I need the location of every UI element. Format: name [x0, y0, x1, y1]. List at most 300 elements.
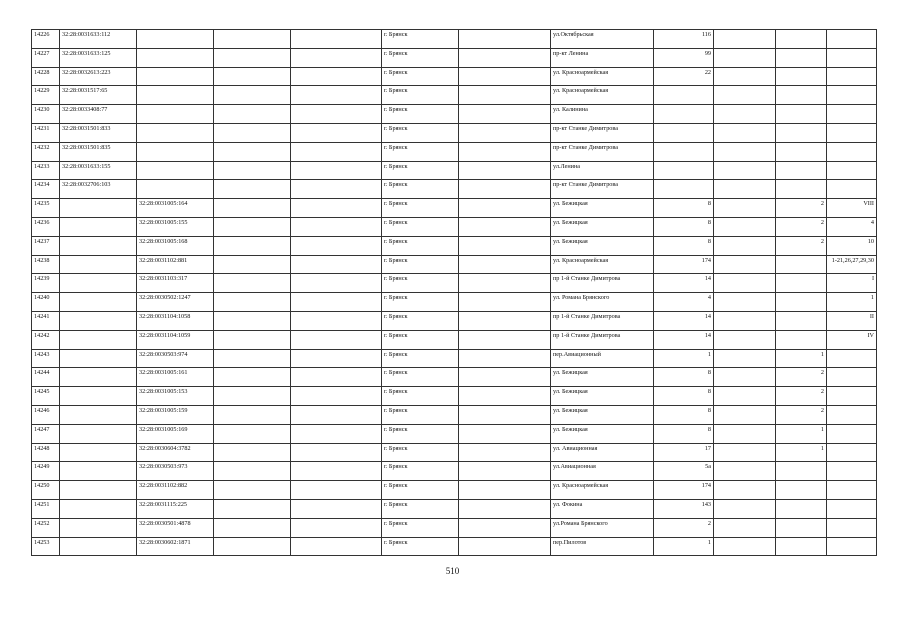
cell-empty — [714, 481, 776, 500]
cell-floor — [776, 274, 827, 293]
cell-empty — [291, 293, 382, 312]
cell-floor: 2 — [776, 368, 827, 387]
registry-table — [31, 29, 877, 556]
cell-premises-number: IV — [827, 330, 877, 349]
cell-house-number: 4 — [654, 293, 714, 312]
cell-empty — [459, 537, 551, 556]
cell-empty — [459, 105, 551, 124]
cell-premises-number — [827, 387, 877, 406]
cell-empty — [214, 537, 291, 556]
cell-city: г. Брянск — [382, 236, 459, 255]
cell-house-number — [654, 123, 714, 142]
cell-cadastral-number-b — [137, 180, 214, 199]
cell-cadastral-number-a — [60, 293, 137, 312]
table-row — [32, 67, 877, 86]
cell-record-number: 14243 — [32, 349, 60, 368]
cell-empty — [291, 161, 382, 180]
cell-street: пр-кт Станке Димитрова — [551, 142, 654, 161]
cell-empty — [214, 481, 291, 500]
cell-cadastral-number-b — [137, 123, 214, 142]
cell-empty — [714, 405, 776, 424]
cell-floor — [776, 86, 827, 105]
cell-empty — [291, 405, 382, 424]
cell-cadastral-number-b: 32:28:0031005:164 — [137, 199, 214, 218]
cell-empty — [714, 236, 776, 255]
cell-cadastral-number-b: 32:28:0030604:3782 — [137, 443, 214, 462]
table-row — [32, 499, 877, 518]
cell-street: ул. Романа Брянского — [551, 293, 654, 312]
cell-cadastral-number-a: 32:28:0031633:155 — [60, 161, 137, 180]
table-row — [32, 123, 877, 142]
cell-city: г. Брянск — [382, 349, 459, 368]
cell-empty — [214, 236, 291, 255]
cell-record-number: 14226 — [32, 30, 60, 49]
cell-cadastral-number-a: 32:28:0032613:223 — [60, 67, 137, 86]
cell-city: г. Брянск — [382, 217, 459, 236]
cell-house-number — [654, 86, 714, 105]
cell-premises-number — [827, 443, 877, 462]
cell-cadastral-number-b: 32:28:0031005:161 — [137, 368, 214, 387]
cell-empty — [291, 349, 382, 368]
cell-cadastral-number-a — [60, 518, 137, 537]
cell-floor — [776, 30, 827, 49]
cell-cadastral-number-a — [60, 255, 137, 274]
cell-house-number: 116 — [654, 30, 714, 49]
cell-city: г. Брянск — [382, 274, 459, 293]
cell-house-number — [654, 105, 714, 124]
cell-empty — [214, 142, 291, 161]
cell-premises-number — [827, 142, 877, 161]
cell-house-number: 8 — [654, 424, 714, 443]
cell-cadastral-number-b: 32:28:0031104:1058 — [137, 311, 214, 330]
table-row — [32, 199, 877, 218]
cell-house-number: 143 — [654, 499, 714, 518]
cell-empty — [714, 462, 776, 481]
cell-empty — [714, 161, 776, 180]
table-row — [32, 537, 877, 556]
cell-empty — [291, 462, 382, 481]
cell-empty — [714, 255, 776, 274]
table-row — [32, 424, 877, 443]
cell-floor: 2 — [776, 199, 827, 218]
cell-record-number: 14230 — [32, 105, 60, 124]
cell-empty — [714, 537, 776, 556]
cell-empty — [291, 236, 382, 255]
cell-record-number: 14238 — [32, 255, 60, 274]
cell-cadastral-number-b: 32:28:0030501:4878 — [137, 518, 214, 537]
cell-record-number: 14240 — [32, 293, 60, 312]
cell-premises-number — [827, 349, 877, 368]
cell-premises-number: II — [827, 311, 877, 330]
cell-street: пр 1-й Станке Димитрова — [551, 330, 654, 349]
cell-house-number: 174 — [654, 481, 714, 500]
cell-empty — [291, 481, 382, 500]
cell-empty — [214, 86, 291, 105]
cell-street: ул. Бежицкая — [551, 387, 654, 406]
cell-empty — [714, 368, 776, 387]
cell-premises-number: I — [827, 274, 877, 293]
cell-house-number: 5а — [654, 462, 714, 481]
cell-empty — [459, 499, 551, 518]
cell-premises-number — [827, 424, 877, 443]
cell-empty — [214, 424, 291, 443]
table-row — [32, 161, 877, 180]
cell-cadastral-number-b: 32:28:0031102:882 — [137, 481, 214, 500]
table-row — [32, 330, 877, 349]
cell-premises-number — [827, 481, 877, 500]
cell-empty — [214, 518, 291, 537]
cell-premises-number — [827, 405, 877, 424]
table-row — [32, 311, 877, 330]
cell-record-number: 14239 — [32, 274, 60, 293]
cell-floor — [776, 105, 827, 124]
cell-record-number: 14247 — [32, 424, 60, 443]
cell-empty — [459, 349, 551, 368]
cell-premises-number — [827, 518, 877, 537]
cell-record-number: 14250 — [32, 481, 60, 500]
cell-cadastral-number-a — [60, 443, 137, 462]
table-row — [32, 236, 877, 255]
cell-empty — [459, 86, 551, 105]
cell-city: г. Брянск — [382, 199, 459, 218]
cell-city: г. Брянск — [382, 518, 459, 537]
cell-empty — [459, 274, 551, 293]
cell-cadastral-number-a — [60, 499, 137, 518]
cell-street: ул.Авиационная — [551, 462, 654, 481]
cell-floor — [776, 537, 827, 556]
cell-empty — [291, 499, 382, 518]
cell-empty — [291, 368, 382, 387]
cell-floor: 2 — [776, 236, 827, 255]
cell-house-number: 99 — [654, 48, 714, 67]
cell-street: пр-кт Ленина — [551, 48, 654, 67]
cell-empty — [214, 349, 291, 368]
cell-floor — [776, 311, 827, 330]
cell-street: ул. Авиационная — [551, 443, 654, 462]
cell-record-number: 14235 — [32, 199, 60, 218]
cell-house-number: 8 — [654, 217, 714, 236]
cell-empty — [214, 274, 291, 293]
cell-cadastral-number-b — [137, 30, 214, 49]
cell-city: г. Брянск — [382, 105, 459, 124]
cell-empty — [291, 537, 382, 556]
cell-empty — [291, 86, 382, 105]
cell-empty — [291, 518, 382, 537]
cell-city: г. Брянск — [382, 462, 459, 481]
cell-cadastral-number-a — [60, 387, 137, 406]
cell-floor: 2 — [776, 387, 827, 406]
cell-empty — [291, 424, 382, 443]
cell-house-number: 8 — [654, 236, 714, 255]
cell-empty — [714, 30, 776, 49]
table-row — [32, 443, 877, 462]
cell-cadastral-number-a — [60, 405, 137, 424]
cell-street: ул. Бежицкая — [551, 424, 654, 443]
cell-city: г. Брянск — [382, 48, 459, 67]
cell-empty — [459, 142, 551, 161]
cell-cadastral-number-b — [137, 142, 214, 161]
cell-premises-number: 10 — [827, 236, 877, 255]
cell-cadastral-number-a — [60, 462, 137, 481]
cell-premises-number — [827, 86, 877, 105]
cell-city: г. Брянск — [382, 142, 459, 161]
cell-empty — [714, 330, 776, 349]
page-number: 510 — [445, 566, 460, 576]
cell-city: г. Брянск — [382, 499, 459, 518]
cell-empty — [214, 387, 291, 406]
cell-empty — [459, 387, 551, 406]
cell-record-number: 14227 — [32, 48, 60, 67]
cell-record-number: 14228 — [32, 67, 60, 86]
cell-city: г. Брянск — [382, 330, 459, 349]
cell-cadastral-number-a: 32:28:0031517:65 — [60, 86, 137, 105]
cell-record-number: 14241 — [32, 311, 60, 330]
cell-record-number: 14248 — [32, 443, 60, 462]
cell-empty — [459, 236, 551, 255]
cell-city: г. Брянск — [382, 387, 459, 406]
table-row — [32, 349, 877, 368]
cell-house-number: 14 — [654, 330, 714, 349]
cell-street: пр-кт Станке Димитрова — [551, 180, 654, 199]
cell-record-number: 14253 — [32, 537, 60, 556]
cell-city: г. Брянск — [382, 180, 459, 199]
cell-house-number — [654, 180, 714, 199]
cell-floor: 2 — [776, 217, 827, 236]
cell-empty — [291, 199, 382, 218]
cell-cadastral-number-b — [137, 161, 214, 180]
cell-record-number: 14232 — [32, 142, 60, 161]
cell-house-number: 17 — [654, 443, 714, 462]
cell-empty — [459, 443, 551, 462]
cell-record-number: 14236 — [32, 217, 60, 236]
cell-empty — [714, 274, 776, 293]
cell-street: ул. Бежицкая — [551, 217, 654, 236]
cell-empty — [214, 180, 291, 199]
cell-floor — [776, 462, 827, 481]
cell-cadastral-number-b: 32:28:0031102:881 — [137, 255, 214, 274]
table-row — [32, 86, 877, 105]
cell-empty — [714, 311, 776, 330]
cell-floor — [776, 142, 827, 161]
cell-empty — [714, 349, 776, 368]
cell-empty — [459, 424, 551, 443]
cell-street: ул. Красноармейская — [551, 67, 654, 86]
cell-empty — [714, 48, 776, 67]
cell-floor — [776, 518, 827, 537]
cell-cadastral-number-b: 32:28:0031005:168 — [137, 236, 214, 255]
cell-empty — [459, 462, 551, 481]
table-row — [32, 481, 877, 500]
cell-cadastral-number-a — [60, 368, 137, 387]
cell-empty — [714, 293, 776, 312]
cell-cadastral-number-b: 32:28:0031103:317 — [137, 274, 214, 293]
cell-floor: 1 — [776, 424, 827, 443]
cell-cadastral-number-a — [60, 349, 137, 368]
cell-floor: 1 — [776, 443, 827, 462]
cell-empty — [714, 424, 776, 443]
cell-empty — [291, 255, 382, 274]
cell-city: г. Брянск — [382, 405, 459, 424]
cell-street: ул. Бежицкая — [551, 405, 654, 424]
table-row — [32, 405, 877, 424]
cell-record-number: 14252 — [32, 518, 60, 537]
cell-empty — [214, 105, 291, 124]
cell-cadastral-number-b — [137, 86, 214, 105]
cell-record-number: 14244 — [32, 368, 60, 387]
cell-floor — [776, 499, 827, 518]
cell-city: г. Брянск — [382, 123, 459, 142]
cell-premises-number — [827, 105, 877, 124]
cell-cadastral-number-b: 32:28:0030503:973 — [137, 462, 214, 481]
cell-city: г. Брянск — [382, 86, 459, 105]
table-row — [32, 180, 877, 199]
table-row — [32, 217, 877, 236]
cell-cadastral-number-a: 32:28:0032706:103 — [60, 180, 137, 199]
cell-street: ул. Бежицкая — [551, 199, 654, 218]
cell-empty — [459, 293, 551, 312]
cell-floor — [776, 161, 827, 180]
cell-empty — [214, 48, 291, 67]
cell-city: г. Брянск — [382, 481, 459, 500]
cell-empty — [291, 387, 382, 406]
cell-empty — [291, 180, 382, 199]
cell-street: пр 1-й Станке Димитрова — [551, 311, 654, 330]
cell-cadastral-number-b — [137, 67, 214, 86]
cell-city: г. Брянск — [382, 311, 459, 330]
cell-cadastral-number-a — [60, 330, 137, 349]
table-row — [32, 462, 877, 481]
cell-empty — [459, 405, 551, 424]
cell-empty — [214, 30, 291, 49]
cell-record-number: 14242 — [32, 330, 60, 349]
cell-empty — [214, 405, 291, 424]
cell-house-number: 8 — [654, 368, 714, 387]
cell-street: ул. Красноармейская — [551, 86, 654, 105]
cell-empty — [214, 67, 291, 86]
cell-street: пер.Авиационный — [551, 349, 654, 368]
cell-floor — [776, 293, 827, 312]
cell-cadastral-number-b: 32:28:0031005:169 — [137, 424, 214, 443]
cell-empty — [214, 199, 291, 218]
table-row — [32, 30, 877, 49]
cell-empty — [459, 481, 551, 500]
cell-empty — [459, 330, 551, 349]
cell-premises-number — [827, 368, 877, 387]
cell-city: г. Брянск — [382, 255, 459, 274]
cell-empty — [459, 161, 551, 180]
cell-empty — [459, 48, 551, 67]
cell-empty — [459, 255, 551, 274]
cell-empty — [214, 330, 291, 349]
table-row — [32, 274, 877, 293]
cell-empty — [291, 311, 382, 330]
cell-city: г. Брянск — [382, 30, 459, 49]
cell-premises-number — [827, 499, 877, 518]
cell-premises-number: VIII — [827, 199, 877, 218]
table-row — [32, 142, 877, 161]
cell-premises-number: 1-21,26,27,29,30 — [827, 255, 877, 274]
cell-empty — [214, 462, 291, 481]
cell-cadastral-number-a: 32:28:0031501:833 — [60, 123, 137, 142]
cell-empty — [459, 368, 551, 387]
cell-cadastral-number-a — [60, 199, 137, 218]
cell-cadastral-number-a — [60, 274, 137, 293]
cell-street: ул. Бежицкая — [551, 368, 654, 387]
cell-empty — [291, 217, 382, 236]
cell-floor — [776, 123, 827, 142]
cell-empty — [214, 217, 291, 236]
cell-floor — [776, 48, 827, 67]
cell-floor: 1 — [776, 349, 827, 368]
cell-cadastral-number-a — [60, 537, 137, 556]
cell-cadastral-number-a: 32:28:0031501:835 — [60, 142, 137, 161]
cell-city: г. Брянск — [382, 368, 459, 387]
cell-city: г. Брянск — [382, 67, 459, 86]
cell-empty — [714, 180, 776, 199]
cell-street: ул. Красноармейская — [551, 481, 654, 500]
cell-empty — [714, 443, 776, 462]
cell-city: г. Брянск — [382, 537, 459, 556]
cell-street: ул.Ленина — [551, 161, 654, 180]
cell-record-number: 14249 — [32, 462, 60, 481]
cell-empty — [714, 142, 776, 161]
cell-cadastral-number-a: 32:28:0033408:77 — [60, 105, 137, 124]
cell-empty — [291, 142, 382, 161]
cell-cadastral-number-b: 32:28:0030503:974 — [137, 349, 214, 368]
cell-street: ул. Красноармейская — [551, 255, 654, 274]
cell-empty — [214, 311, 291, 330]
cell-cadastral-number-b: 32:28:0031005:159 — [137, 405, 214, 424]
cell-empty — [291, 48, 382, 67]
cell-empty — [214, 123, 291, 142]
cell-empty — [459, 199, 551, 218]
cell-empty — [459, 180, 551, 199]
cell-city: г. Брянск — [382, 293, 459, 312]
cell-empty — [714, 518, 776, 537]
cell-house-number: 2 — [654, 518, 714, 537]
cell-house-number: 1 — [654, 537, 714, 556]
cell-cadastral-number-b: 32:28:0031005:155 — [137, 217, 214, 236]
cell-empty — [459, 311, 551, 330]
cell-record-number: 14245 — [32, 387, 60, 406]
cell-house-number — [654, 142, 714, 161]
cell-premises-number — [827, 161, 877, 180]
cell-record-number: 14246 — [32, 405, 60, 424]
cell-empty — [291, 123, 382, 142]
cell-cadastral-number-b: 32:28:0031005:153 — [137, 387, 214, 406]
cell-empty — [714, 387, 776, 406]
table-row — [32, 48, 877, 67]
cell-house-number: 1 — [654, 349, 714, 368]
cell-empty — [459, 518, 551, 537]
cell-empty — [714, 217, 776, 236]
cell-city: г. Брянск — [382, 161, 459, 180]
cell-house-number: 8 — [654, 387, 714, 406]
cell-floor: 2 — [776, 405, 827, 424]
cell-empty — [714, 86, 776, 105]
cell-street: ул. Калинина — [551, 105, 654, 124]
cell-street: ул.Романа Брянского — [551, 518, 654, 537]
cell-empty — [214, 368, 291, 387]
cell-house-number — [654, 161, 714, 180]
cell-record-number: 14234 — [32, 180, 60, 199]
cell-street: ул.Октябрьская — [551, 30, 654, 49]
cell-record-number: 14231 — [32, 123, 60, 142]
cell-empty — [291, 30, 382, 49]
cell-cadastral-number-b: 32:28:0030502:1247 — [137, 293, 214, 312]
cell-record-number: 14229 — [32, 86, 60, 105]
cell-house-number: 174 — [654, 255, 714, 274]
